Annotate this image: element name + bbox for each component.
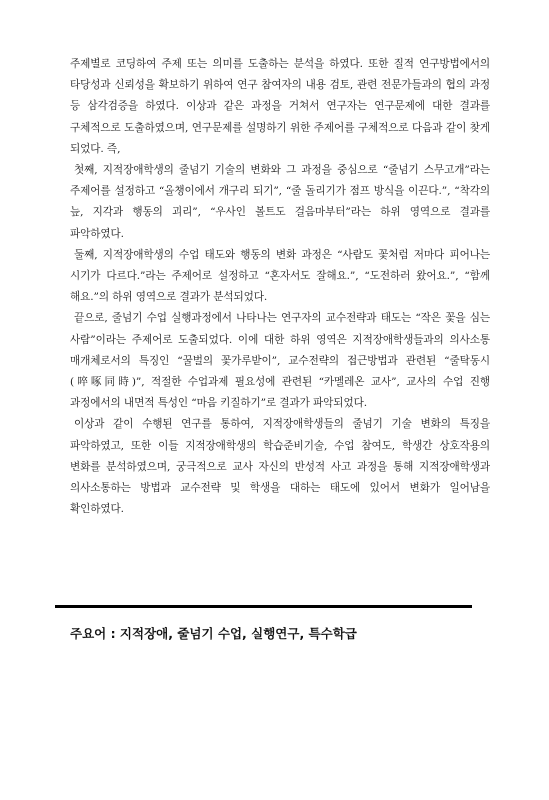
- section-divider: [55, 605, 472, 608]
- keywords-line: 주요어 : 지적장애, 줄넘기 수업, 실행연구, 특수학급: [70, 626, 357, 641]
- paragraph-method-summary: 주제별로 코딩하여 주제 또는 의미를 도출하는 분석을 하였다. 또한 질적 연구방법에서의 타당성과 신뢰성을 확보하기 위하여 연구 참여자의 내용 검토, 관련 전문가들과의 협의 과정 등 삼각검증을 하였다. 이상과 같은 과정을 거쳐서 연구자는 연구문제에 대한 결과를 구체적으로 도출하였으며, 연구문제를 설명하기 위한 주제어를 구체적으로 다음과 같이 찾게 되었다. 즉,: [70, 58, 490, 155]
- abstract-body: [70, 54, 490, 520]
- paragraph-finding-first: 첫째, 지적장애학생의 줄넘기 기술의 변화와 그 과정을 중심으로 “줄넘기 스무고개”라는 주제어를 설정하고 “올챙이에서 개구리 되기”, “줄 돌리기가 점프 방식을 이끈다.”, “착각의 늪, 지각과 행동의 괴리”, “우사인 볼트도 걸음마부터”라는 하위 영역으로 결과를 파악하였다.: [70, 164, 490, 240]
- paragraph-finding-last: 끝으로, 줄넘기 수업 실행과정에서 나타나는 연구자의 교수전략과 태도는 “작은 꽃을 심는 사람”이라는 주제어로 도출되었다. 이에 대한 하위 영역은 지적장애학생들과의 의사소통 매개체로서의 특징인 “꿀벌의 꽃가루받이”, 교수전략의 접근방법과 관련된 “줄탁동시(啐啄同時)”, 적절한 수업과제 필요성에 관련된 “카멜레온 교사”, 교사의 수업 진행 과정에서의 내면적 특성인 “마음 키질하기”로 결과가 파악되었다.: [70, 312, 490, 410]
- paragraph-finding-second: 둘째, 지적장애학생의 수업 태도와 행동의 변화 과정은 “사람도 꽃처럼 저마다 피어나는 시기가 다르다.”라는 주제어로 설정하고 “혼자서도 잘해요.”, “도전하러 왔어요.”, “함께 해요.”의 하위 영역으로 결과가 분석되었다.: [70, 248, 490, 304]
- paragraph-conclusion: 이상과 같이 수행된 연구를 통하여, 지적장애학생들의 줄넘기 기술 변화의 특징을 파악하였고, 또한 이들 지적장애학생의 학습준비기술, 수업 참여도, 학생간 상호작용의 변화를 분석하였으며, 궁극적으로 교사 자신의 반성적 사고 과정을 통해 지적장애학생과 의사소통하는 방법과 교수전략 및 학생을 대하는 태도에 있어서 변화가 일어남을 확인하였다.: [70, 418, 490, 516]
